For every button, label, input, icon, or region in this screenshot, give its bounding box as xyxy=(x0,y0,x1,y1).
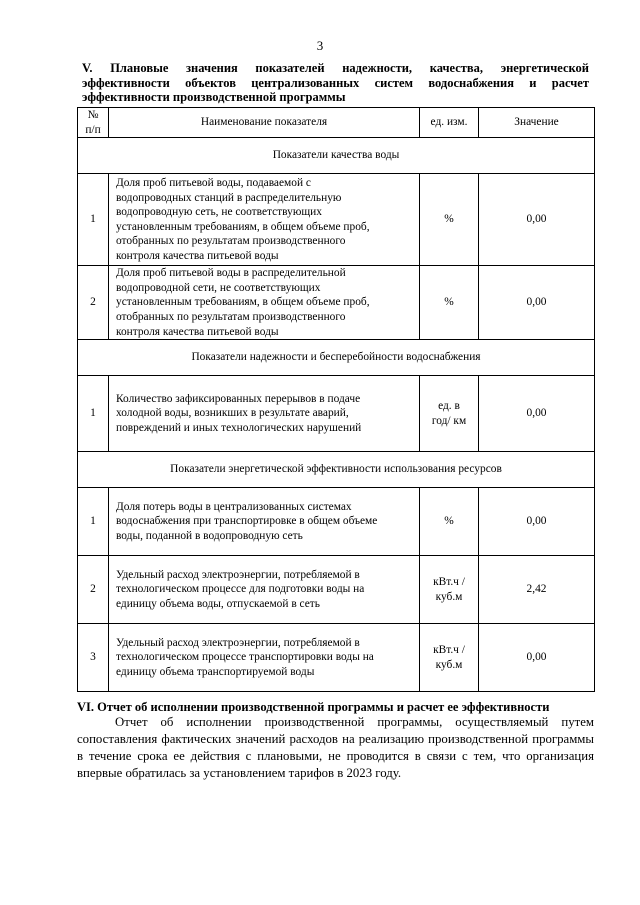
table-row xyxy=(78,174,595,266)
indicator-name-line: Удельный расход электроэнергии, потребляемой в xyxy=(116,568,360,581)
value: 0,00 xyxy=(479,624,595,692)
unit xyxy=(420,376,479,452)
value: 0,00 xyxy=(479,266,595,340)
unit xyxy=(420,266,479,340)
unit-line: % xyxy=(444,213,454,226)
indicator-name xyxy=(109,624,420,692)
unit-line: % xyxy=(444,296,454,309)
indicator-name xyxy=(109,556,420,624)
unit-line: % xyxy=(444,515,454,528)
indicator-name-line: технологическом процессе транспортировки воды на xyxy=(116,651,374,664)
table-row xyxy=(78,376,595,452)
indicator-name-line: единицу объема воды, отпускаемой в сеть xyxy=(116,597,320,610)
indicator-name-line: единицу объема транспортируемой воды xyxy=(116,665,315,678)
group-row xyxy=(78,340,595,376)
indicator-name-line: отобранных по результатам производственного xyxy=(116,310,346,323)
table-row xyxy=(78,488,595,556)
indicator-name xyxy=(109,488,420,556)
row-number: 2 xyxy=(78,556,109,624)
indicator-name-line: холодной воды, возникших в результате аварий, xyxy=(116,407,349,420)
indicator-name-line: контроля качества питьевой воды xyxy=(116,249,279,262)
value: 0,00 xyxy=(479,376,595,452)
header-value: Значение xyxy=(479,108,595,138)
row-number: 1 xyxy=(78,174,109,266)
indicator-name xyxy=(109,266,420,340)
row-number: 2 xyxy=(78,266,109,340)
unit-line: куб.м xyxy=(435,658,463,671)
header-num-line: № xyxy=(87,109,99,121)
indicator-name-line: водопроводной сети, не соответствующих xyxy=(116,281,321,294)
indicators-table xyxy=(77,107,595,692)
table-row xyxy=(78,266,595,340)
group-title: Показатели энергетической эффективности использования ресурсов xyxy=(78,452,595,488)
section-5-title-line: эффективности производственной программы xyxy=(82,90,346,104)
header-unit: ед. изм. xyxy=(420,108,479,138)
table-header-row xyxy=(78,108,595,138)
group-row xyxy=(78,138,595,174)
value: 2,42 xyxy=(479,556,595,624)
table-row xyxy=(78,624,595,692)
indicator-name-line: установленным требованиям, в общем объеме проб, xyxy=(116,296,370,309)
unit-line: ед. в xyxy=(438,400,460,413)
value: 0,00 xyxy=(479,488,595,556)
unit xyxy=(420,488,479,556)
table-row xyxy=(78,556,595,624)
indicator-name-line: водопроводную сеть, не соответствующих xyxy=(116,206,322,219)
indicator-name-line: установленным требованиям, в общем объеме проб, xyxy=(116,220,370,233)
unit-line: кВт.ч / xyxy=(433,576,465,589)
header-num xyxy=(78,108,109,138)
unit-line: кВт.ч / xyxy=(433,644,465,657)
indicator-name xyxy=(109,174,420,266)
unit xyxy=(420,556,479,624)
group-title: Показатели надежности и бесперебойности водоснабжения xyxy=(78,340,595,376)
indicator-name-line: водоснабжения при транспортировке в общем объеме xyxy=(116,515,378,528)
indicator-name-line: повреждений и иных технологических нарушений xyxy=(116,421,362,434)
group-title: Показатели качества воды xyxy=(78,138,595,174)
unit-line: год/ км xyxy=(431,414,467,427)
header-name: Наименование показателя xyxy=(109,108,420,138)
row-number: 3 xyxy=(78,624,109,692)
row-number: 1 xyxy=(78,488,109,556)
page-number: 3 xyxy=(316,38,324,53)
header-num-line: п/п xyxy=(85,123,101,136)
section-6-body: Отчет об исполнении производственной программы, осуществляемый путем сопоставления фактических значений расходов на реализацию производственной программы в течение срока ее действия с плановыми, не проводится в связи с тем, что организация впервые обратилась за установлением тарифов в 2023 году. xyxy=(77,715,594,780)
indicator-name-line: водопроводных станций в распределительную xyxy=(116,191,342,204)
indicator-name xyxy=(109,376,420,452)
row-number: 1 xyxy=(78,376,109,452)
unit xyxy=(420,624,479,692)
value: 0,00 xyxy=(479,174,595,266)
unit xyxy=(420,174,479,266)
indicator-name-line: технологическом процессе для подготовки воды на xyxy=(116,583,365,596)
section-5-title-line: эффективности объектов централизованных систем водоснабжения и расчет xyxy=(82,75,589,90)
section-6-title: VI. Отчет об исполнении производственной программы и расчет ее эффективности xyxy=(77,700,550,714)
indicator-name-line: Удельный расход электроэнергии, потребляемой в xyxy=(116,636,360,649)
indicator-name-line: воды, поданной в водопроводную сеть xyxy=(116,529,303,542)
indicator-name-line: Количество зафиксированных перерывов в подаче xyxy=(116,392,361,405)
indicator-name-line: Доля проб питьевой воды в распределительной xyxy=(116,267,346,280)
group-row xyxy=(78,452,595,488)
section-5-title-line: V. Плановые значения показателей надежности, качества, энергетической xyxy=(82,61,589,75)
unit-line: куб.м xyxy=(435,590,463,603)
section-5-title xyxy=(82,61,589,105)
indicator-name-line: Доля проб питьевой воды, подаваемой с xyxy=(116,176,311,189)
indicator-name-line: контроля качества питьевой воды xyxy=(116,325,279,338)
indicator-name-line: отобранных по результатам производственного xyxy=(116,235,346,248)
indicator-name-line: Доля потерь воды в централизованных системах xyxy=(116,500,352,513)
